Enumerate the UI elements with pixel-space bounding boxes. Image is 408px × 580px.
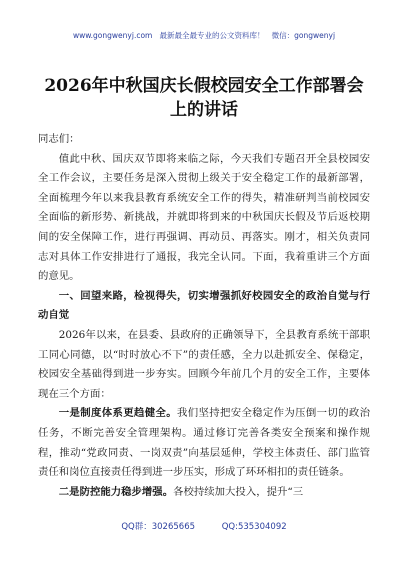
- wechat-id: 微信：gongwenyj: [271, 31, 336, 40]
- document-title: [30, 74, 378, 122]
- paragraph-point-2: [38, 483, 370, 503]
- paragraph-review: 2026年以来，在县委、县政府的正确领导下，全县教育系统干部职工同心同德，以“时时放心不下”的责任感，全力以赴抓安全、保稳定，校园安全基础得到进一步夯实。回顾今年前几个月的安全工作，主要体现在三个方面：: [38, 328, 370, 400]
- section-heading-1: 一、回望来路，检视得失，切实增强抓好校园安全的政治自觉与行动自觉: [38, 289, 370, 322]
- title-line-2: 上的讲话: [170, 100, 238, 120]
- point-2-text: 各校持续加大投入，提升“三: [173, 485, 304, 498]
- paragraph-point-1: [38, 404, 370, 482]
- site-url-link[interactable]: www.gongwenyj.com: [72, 31, 153, 40]
- point-1-lead: 一是制度体系更趋健全。: [58, 407, 177, 420]
- salutation: 同志们：: [38, 133, 80, 145]
- title-line-1: 2026年中秋国庆长假校园安全工作部署会: [44, 76, 364, 96]
- qq-contact: QQ:535304092: [221, 522, 287, 532]
- point-2-lead: 二是防控能力稳步增强。: [58, 485, 174, 498]
- document-body: [38, 130, 370, 502]
- paragraph-intro: 值此中秋、国庆双节即将来临之际，今天我们专题召开全县校园安全工作会议，主要任务是深入贯彻上级关于安全稳定工作的最新部署，全面梳理今年以来我县教育系统安全工作的得失，精准研判当前校园安全面临的新形势、新挑战，并就即将到来的中秋国庆长假及节后返校期间的安全保障工作，进行再强调、再动员、再落实。刚才，相关负责同志对具体工作安排进行了通报，我完全认同。下面，我着重讲三个方面的意见。: [38, 152, 370, 283]
- site-slogan: 最新最全最专业的公文资料库！: [159, 31, 265, 40]
- point-1-text: 我们坚持把安全稳定作为压倒一切的政治任务，不断完善安全管理架构。通过修订完善各类安全预案和操作规程，推动“党政同责、一岗双责”向基层延伸，学校主体责任、部门监管责任和岗位直接责任得到进一步压实，形成了环环相扣的责任链条。: [38, 407, 371, 479]
- page-footer: [0, 520, 408, 532]
- qq-group: QQ群：30265665: [121, 522, 196, 532]
- page-header: [0, 30, 408, 41]
